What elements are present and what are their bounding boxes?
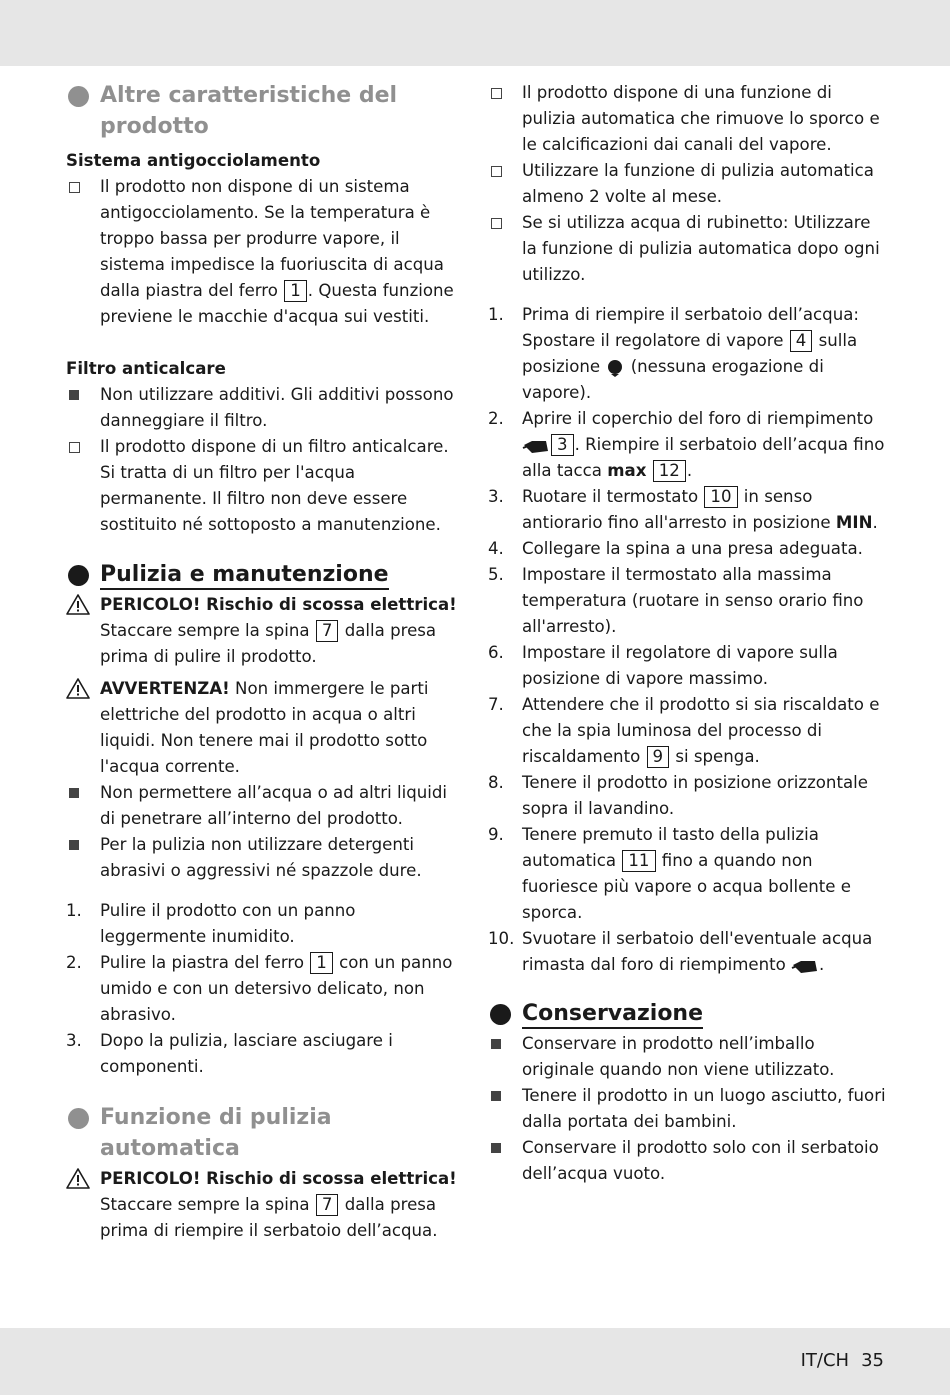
- list-item: Conservare in prodotto nell’imballo originale quando non viene utilizzato.: [488, 1031, 888, 1083]
- fill-hole-icon: [522, 437, 550, 455]
- section-heading-features: Altre caratteristiche del prodotto: [66, 80, 466, 142]
- no-steam-icon: [605, 358, 625, 378]
- numbered-step: 3. Dopo la pulizia, lasciare asciugare i componenti.: [66, 1031, 393, 1076]
- list-item: Il prodotto dispone di una funzione di pulizia automatica che rimuove lo sporco e le calcificazioni dai canali del vapore.: [488, 80, 888, 158]
- fill-hole-icon: [791, 957, 819, 975]
- part-number-box: 9: [647, 746, 670, 768]
- numbered-step: 1. Prima di riempire il serbatoio dell’acqua: Spostare il regolatore di vapore 4 sulla posizione (nessuna erogazione di vapore).: [488, 305, 859, 402]
- warning-triangle-icon: [66, 1168, 90, 1189]
- numbered-step: 5. Impostare il termostato alla massima temperatura (ruotare in senso orario fino all'arresto).: [488, 565, 864, 636]
- numbered-step: 4. Collegare la spina a una presa adeguata.: [488, 539, 863, 558]
- danger-warning: PERICOLO! Rischio di scossa elettrica! Staccare sempre la spina 7 dalla presa prima di riempire il serbatoio dell’acqua.: [66, 1166, 466, 1244]
- page-footer: [801, 1350, 884, 1371]
- list-item: Non utilizzare additivi. Gli additivi possono danneggiare il filtro.: [66, 382, 466, 434]
- warning-triangle-icon: [66, 678, 90, 699]
- bullet-dot-icon: [68, 1108, 89, 1129]
- numbered-step: 1. Pulire il prodotto con un panno leggermente inumidito.: [66, 901, 356, 946]
- list-item: Il prodotto non dispone di un sistema antigocciolamento. Se la temperatura è troppo bassa per produrre vapore, il sistema impedisce la fuoriuscita di acqua dalla piastra del ferro 1 . Questa funzione previene le macchie d'acqua sui vestiti.: [66, 174, 466, 330]
- header-band: [0, 0, 950, 66]
- part-number-box: 10: [704, 486, 737, 508]
- filled-square-icon: [491, 1039, 501, 1049]
- part-number-box: 1: [284, 280, 307, 302]
- locale-label: IT/CH: [800, 1350, 850, 1371]
- numbered-step: 2. Aprire il coperchio del foro di riempimento 3 . Riempire il serbatoio dell’acqua fino alla tacca max 12 .: [488, 409, 885, 480]
- numbered-step: 2. Pulire la piastra del ferro 1 con un panno umido e con un detersivo delicato, non abrasivo.: [66, 953, 453, 1024]
- left-column: [66, 80, 466, 1244]
- section-heading-self-clean: Funzione di pulizia automatica: [66, 1102, 466, 1164]
- part-number-box: 1: [310, 952, 333, 974]
- filled-square-icon: [69, 788, 79, 798]
- subheading-limescale-filter: Filtro anticalcare: [66, 359, 226, 378]
- bullet-dot-icon: [68, 565, 89, 586]
- bullet-dot-icon: [490, 1004, 511, 1025]
- numbered-step: 10. Svuotare il serbatoio dell'eventuale acqua rimasta dal foro di riempimento .: [488, 929, 873, 974]
- list-item: Il prodotto dispone di un filtro anticalcare. Si tratta di un filtro per l'acqua permanente. Il filtro non deve essere sostituito né sottoposto a manutenzione.: [66, 434, 466, 538]
- list-item: Non permettere all’acqua o ad altri liquidi di penetrare all’interno del prodotto.: [66, 780, 466, 832]
- bullet-dot-icon: [68, 86, 89, 107]
- danger-warning: PERICOLO! Rischio di scossa elettrica! Staccare sempre la spina 7 dalla presa prima di pulire il prodotto.: [66, 592, 466, 670]
- section-heading-storage: Conservazione: [488, 998, 888, 1029]
- list-item: Per la pulizia non utilizzare detergenti abrasivi o aggressivi né spazzole dure.: [66, 832, 466, 884]
- numbered-step: 3. Ruotare il termostato 10 in senso antiorario fino all'arresto in posizione MIN.: [488, 487, 878, 532]
- numbered-step: 9. Tenere premuto il tasto della pulizia automatica 11 fino a quando non fuoriesce più vapore o acqua bollente e sporca.: [488, 825, 851, 922]
- caution-warning: AVVERTENZA! Non immergere le parti elettriche del prodotto in acqua o altri liquidi. Non tenere mai il prodotto sotto l'acqua corrente.: [66, 676, 466, 780]
- numbered-step: 7. Attendere che il prodotto si sia riscaldato e che la spia luminosa del processo di riscaldamento 9 si spenga.: [488, 695, 880, 766]
- subheading-anti-drip: Sistema antigocciolamento: [66, 151, 321, 170]
- list-item: Conservare il prodotto solo con il serbatoio dell’acqua vuoto.: [488, 1135, 888, 1187]
- numbered-step: 8. Tenere il prodotto in posizione orizzontale sopra il lavandino.: [488, 773, 868, 818]
- checkbox-square-icon: [491, 166, 502, 177]
- filled-square-icon: [69, 390, 79, 400]
- checkbox-square-icon: [491, 88, 502, 99]
- part-number-box: 7: [316, 620, 339, 642]
- filled-square-icon: [69, 840, 79, 850]
- part-number-box: 7: [316, 1194, 339, 1216]
- filled-square-icon: [491, 1091, 501, 1101]
- section-heading-cleaning: Pulizia e manutenzione: [66, 559, 466, 590]
- checkbox-square-icon: [69, 182, 80, 193]
- page-number: 35: [861, 1350, 884, 1371]
- right-column: [488, 80, 888, 1187]
- part-number-box: 12: [653, 460, 686, 482]
- part-number-box: 3: [551, 434, 574, 456]
- part-number-box: 11: [622, 850, 655, 872]
- list-item: Se si utilizza acqua di rubinetto: Utilizzare la funzione di pulizia automatica dopo ogni utilizzo.: [488, 210, 888, 288]
- numbered-step: 6. Impostare il regolatore di vapore sulla posizione di vapore massimo.: [488, 643, 838, 688]
- list-item: Tenere il prodotto in un luogo asciutto, fuori dalla portata dei bambini.: [488, 1083, 888, 1135]
- checkbox-square-icon: [69, 442, 80, 453]
- part-number-box: 4: [790, 330, 813, 352]
- filled-square-icon: [491, 1143, 501, 1153]
- warning-triangle-icon: [66, 594, 90, 615]
- checkbox-square-icon: [491, 218, 502, 229]
- list-item: Utilizzare la funzione di pulizia automatica almeno 2 volte al mese.: [488, 158, 888, 210]
